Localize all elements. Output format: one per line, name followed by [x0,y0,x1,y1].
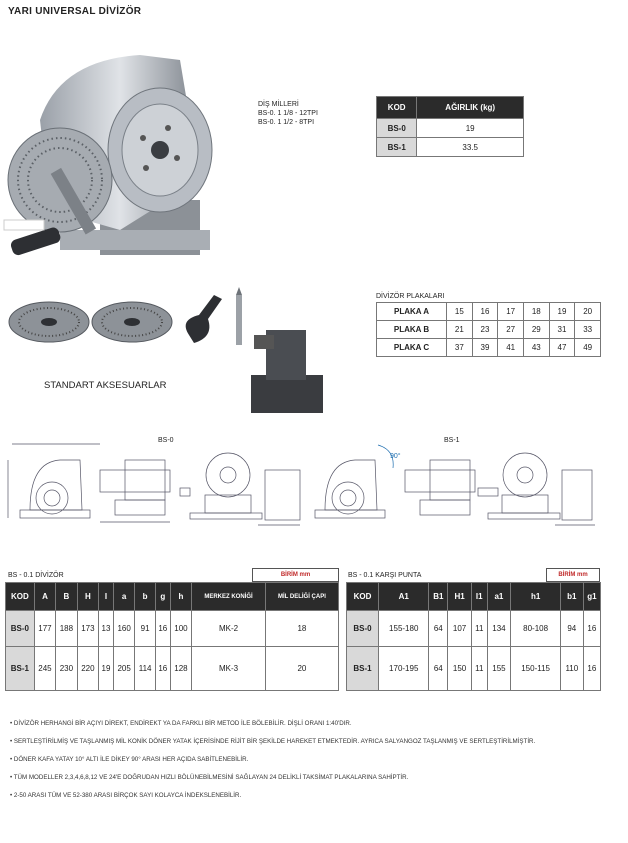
divizor-cell: 160 [113,611,134,647]
punta-cell: 80-108 [511,611,561,647]
punta-cell: 16 [583,647,600,691]
plate-value: 31 [549,321,575,339]
plate-value: 23 [472,321,498,339]
plate-value: 49 [575,339,601,357]
weight-header-agirlik: AĞIRLIK (kg) [417,97,524,119]
divizor-cell: 13 [99,611,114,647]
divizor-cell: 230 [56,647,77,691]
punta-cell: 64 [429,611,448,647]
accessories-label: STANDART AKSESUARLAR [44,380,167,391]
weight-header-kod: KOD [377,97,417,119]
plate-name: PLAKA A [377,303,447,321]
note-text: DİVİZÖR HERHANGİ BİR AÇIYI DİREKT, ENDİREKT YA DA FARKLI BİR METOD İLE BÖLEBİLİR. DİŞLİ ORANI 1:40'DIR. [13,720,352,727]
punta-cell: 110 [560,647,583,691]
plate-value: 18 [523,303,549,321]
note-text: 2-50 ARASI TÜM VE 52-380 ARASI BİRÇOK SAYI KOLAYCA İNDEKSLENEBİLİR. [13,792,242,799]
plate-value: 21 [447,321,473,339]
divizor-cell: 188 [56,611,77,647]
divizor-cell: 205 [113,647,134,691]
divizor-header: g [155,583,170,611]
note-item: • TÜM MODELLER 2,3,4,6,8,12 VE 24'E DOĞRUDAN HIZLI BÖLÜNEBİLMESİNİ SAĞLAYAN 24 DELİKLİ TAKSİMAT PLAKALARINA SAHİPTİR. [10,774,409,781]
divizor-cell: 220 [77,647,98,691]
divizor-cell: 245 [34,647,55,691]
punta-cell: 170-195 [378,647,428,691]
accessories-photo [4,285,334,420]
note-text: TÜM MODELLER 2,3,4,6,8,12 VE 24'E DOĞRUDAN HIZLI BÖLÜNEBİLMESİNİ SAĞLAYAN 24 DELİKLİ TAKSİMAT PLAKALARINA SAHİPTİR. [13,774,409,781]
punta-header: KOD [347,583,379,611]
divizor-cell: 114 [135,647,156,691]
punta-cell: 155 [487,647,511,691]
divizor-cell: 128 [170,647,191,691]
punta-cell: 64 [429,647,448,691]
weight-row-code: BS-1 [377,138,417,157]
note-item: • DİVİZÖR HERHANGİ BİR AÇIYI DİREKT, ENDİREKT YA DA FARKLI BİR METOD İLE BÖLEBİLİR. DİŞLİ ORANI 1:40'DIR. [10,720,352,727]
plates-heading: DİVİZÖR PLAKALARI [376,293,445,300]
punta-header: h1 [511,583,561,611]
divizor-caption: BS - 0.1 DİVİZÖR [8,572,64,579]
punta-table [346,582,601,691]
punta-caption: BS - 0.1 KARŞI PUNTA [348,572,422,579]
divizor-header: h [170,583,191,611]
divizor-cell: 91 [135,611,156,647]
punta-cell: 150-115 [511,647,561,691]
punta-header: a1 [487,583,511,611]
punta-cell-code: BS-0 [347,611,379,647]
divizor-header: KOD [6,583,35,611]
note-item: • 2-50 ARASI TÜM VE 52-380 ARASI BİRÇOK SAYI KOLAYCA İNDEKSLENEBİLİR. [10,792,242,799]
plate-value: 47 [549,339,575,357]
plate-value: 33 [575,321,601,339]
divizor-cell: 20 [265,647,338,691]
divizor-cell: 18 [265,611,338,647]
plate-value: 39 [472,339,498,357]
spindle-spec-line: BS-0. 1 1/2 - 8TPI [258,119,315,126]
divizor-cell: 177 [34,611,55,647]
drawing-label-bs0: BS-0 [158,437,174,444]
punta-header: I1 [472,583,487,611]
divizor-cell: 100 [170,611,191,647]
spindle-specs-heading: DİŞ MİLLERİ [258,101,299,108]
weight-row-value: 19 [417,119,524,138]
divizor-header: a [113,583,134,611]
punta-cell-code: BS-1 [347,647,379,691]
divizor-header: H [77,583,98,611]
plate-value: 29 [523,321,549,339]
drawing-label-bs1: BS-1 [444,437,460,444]
angle-label: 90° [390,453,401,460]
plate-value: 43 [523,339,549,357]
punta-cell: 150 [448,647,472,691]
plate-value: 19 [549,303,575,321]
note-item: • DÖNER KAFA YATAY 10° ALTI İLE DİKEY 90° ARASI HER AÇIDA SABİTLENEBİLİR. [10,756,249,763]
punta-header: A1 [378,583,428,611]
punta-header: B1 [429,583,448,611]
plate-value: 16 [472,303,498,321]
plate-value: 15 [447,303,473,321]
plate-value: 20 [575,303,601,321]
page-title: YARI UNIVERSAL DİVİZÖR [8,6,142,17]
divizor-cell: MK-3 [192,647,266,691]
punta-cell: 155-180 [378,611,428,647]
plate-name: PLAKA B [377,321,447,339]
plates-table [376,302,601,357]
punta-cell: 16 [583,611,600,647]
punta-cell: 134 [487,611,511,647]
punta-cell: 107 [448,611,472,647]
plate-name: PLAKA C [377,339,447,357]
spindle-specs [258,100,318,127]
weight-row-value: 33.5 [417,138,524,157]
divizor-header: b [135,583,156,611]
divizor-cell: 19 [99,647,114,691]
note-item: • SERTLEŞTİRİLMİŞ VE TAŞLANMIŞ MİL KONİK DÖNER YATAK İÇERİSİNDE RİJİT BİR ŞEKİLDE HAREKET ETMEKTEDİR. AYRICA SALYANGOZ TAŞLANMIŞ VE SERTLEŞTİRİLMİŞTİR. [10,738,536,745]
dividing-head-photo [0,40,240,270]
notes-list [10,720,610,800]
punta-header: H1 [448,583,472,611]
plate-value: 27 [498,321,524,339]
plate-value: 17 [498,303,524,321]
punta-cell: 11 [472,647,487,691]
technical-drawings [0,440,628,535]
divizor-unit-badge: BİRİM mm [252,568,339,582]
punta-unit-badge: BİRİM mm [546,568,600,582]
spindle-spec-line: BS-0. 1 1/8 - 12TPI [258,110,318,117]
divizor-header: MİL DELİĞİ ÇAPI [265,583,338,611]
divizor-cell: MK-2 [192,611,266,647]
punta-header: b1 [560,583,583,611]
punta-cell: 11 [472,611,487,647]
plate-value: 37 [447,339,473,357]
punta-cell: 94 [560,611,583,647]
punta-header: g1 [583,583,600,611]
divizor-cell: 173 [77,611,98,647]
divizor-cell-code: BS-1 [6,647,35,691]
plate-value: 41 [498,339,524,357]
divizor-table [5,582,339,691]
note-text: SERTLEŞTİRİLMİŞ VE TAŞLANMIŞ MİL KONİK DÖNER YATAK İÇERİSİNDE RİJİT BİR ŞEKİLDE HAREKET ETMEKTEDİR. AYRICA SALYANGOZ TAŞLANMIŞ VE SERTLEŞTİRİLMİŞTİR. [13,738,536,745]
divizor-header: B [56,583,77,611]
divizor-header: A [34,583,55,611]
divizor-header: I [99,583,114,611]
divizor-cell: 16 [155,647,170,691]
note-text: DÖNER KAFA YATAY 10° ALTI İLE DİKEY 90° ARASI HER AÇIDA SABİTLENEBİLİR. [13,756,249,763]
weight-row-code: BS-0 [377,119,417,138]
weight-table [376,96,524,157]
divizor-cell-code: BS-0 [6,611,35,647]
divizor-header: MERKEZ KONİĞİ [192,583,266,611]
divizor-cell: 16 [155,611,170,647]
